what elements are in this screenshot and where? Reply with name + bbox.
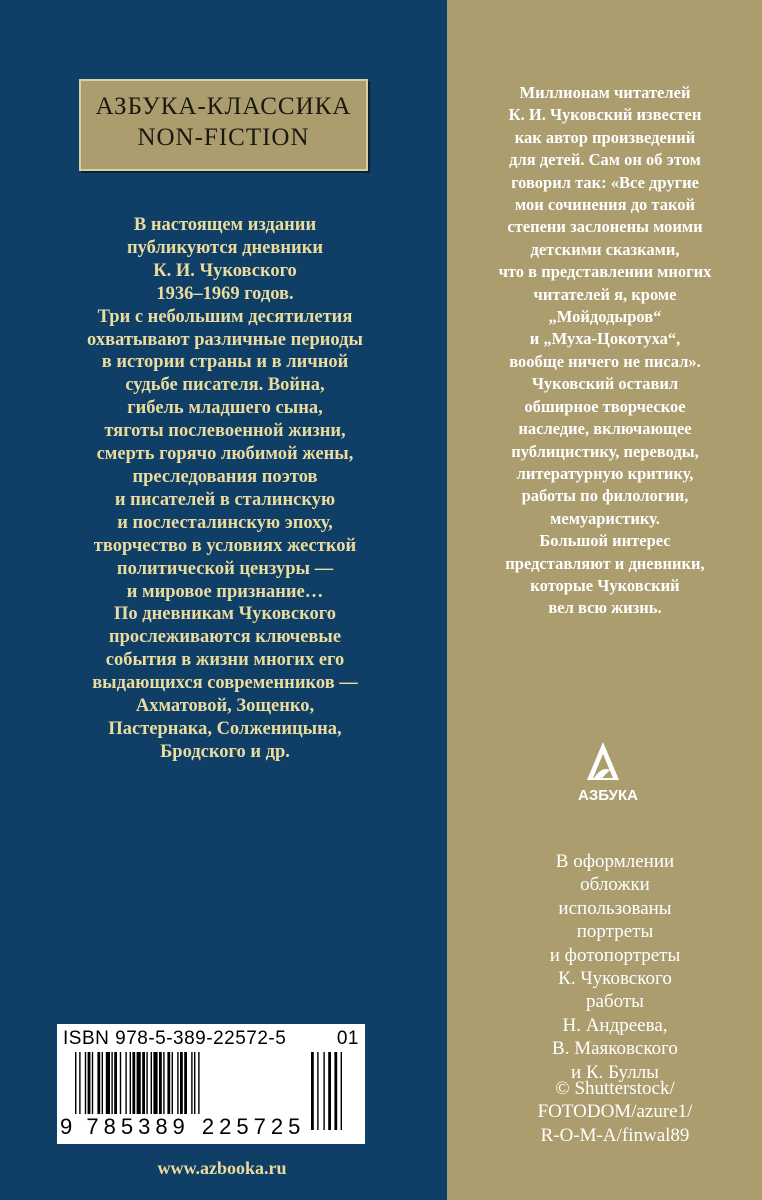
description-line: К. И. Чуковского [153, 260, 297, 281]
isbn-number: ISBN 978-5-389-22572-5 [63, 1028, 287, 1049]
author-line: которые Чуковский [530, 575, 680, 595]
description-line: Бродского и др. [160, 741, 290, 762]
author-line: и „Муха-Цокотуха“, [529, 329, 681, 349]
description-line: преследования поэтов [132, 466, 318, 487]
description-line: и мировое признание… [126, 581, 324, 602]
credits-line: В оформлении [555, 851, 675, 872]
description-line: в истории страны и в личной [101, 352, 349, 373]
series-subtitle: NON-FICTION [137, 124, 310, 151]
credits-line: портреты [576, 921, 654, 943]
author-line: наследие, включающее [518, 419, 692, 439]
barcode-digits-group2: 225725 [201, 1114, 306, 1139]
credits-line: К. Чуковского [558, 968, 672, 990]
author-line: вел всю жизнь. [548, 598, 662, 618]
author-line: мемуаристику. [550, 508, 660, 528]
author-line: литературную критику, [516, 463, 694, 483]
credits-line: и фотопортреты [549, 944, 681, 966]
credits-line: работы [586, 991, 644, 1013]
description-line: В настоящем издании [133, 215, 317, 235]
copyright-line: FOTODOM/azure1/ [537, 1101, 693, 1123]
author-line: как автор произведений [514, 127, 696, 147]
book-description [60, 214, 390, 764]
credits-line: В. Маяковского [552, 1038, 678, 1060]
cover-credits [500, 850, 730, 1084]
author-line: что в представлении многих [498, 262, 712, 282]
barcode-digits [60, 1114, 360, 1140]
isbn-addon: 01 [336, 1028, 359, 1049]
azbuka-logo [558, 740, 658, 820]
isbn-barcode [57, 1024, 365, 1144]
description-line: тяготы послевоенной жизни, [104, 421, 346, 442]
author-line: для детей. Сам он об этом [509, 150, 701, 170]
author-line: Миллионам читателей [519, 83, 691, 102]
author-line: обширное творческое [524, 396, 686, 416]
barcode-digit-first: 9 [60, 1114, 73, 1139]
logo-text: АЗБУКА [578, 787, 638, 804]
description-line: прослеживаются ключевые [108, 627, 342, 648]
author-line: представляют и дневники, [505, 553, 705, 573]
photo-copyright [490, 1077, 740, 1147]
credits-line: и К. Буллы [571, 1061, 659, 1083]
isbn-line [63, 1028, 359, 1050]
description-line: выдающихся современников — [92, 673, 358, 694]
credits-line: Н. Андреева, [562, 1014, 668, 1036]
series-label-box [79, 79, 368, 171]
copyright-line: © Shutterstock/ [555, 1078, 675, 1099]
azbuka-triangle-icon [587, 742, 619, 780]
credits-line: обложки [580, 874, 650, 896]
author-line: „Мойдодыров“ [548, 307, 662, 327]
description-line: творчество в условиях жесткой [93, 535, 357, 556]
description-line: события в жизни многих его [105, 650, 345, 671]
author-line: читателей я, кроме [533, 284, 677, 304]
description-line: публикуются дневники [126, 237, 324, 258]
description-line: 1936–1969 годов. [156, 283, 294, 304]
author-line: К. И. Чуковский известен [508, 105, 702, 125]
author-line: мои сочинения до такой [514, 195, 696, 215]
description-line: охватывают различные периоды [87, 329, 363, 350]
description-line: смерть горячо любимой жены, [96, 444, 354, 465]
description-line: и послесталинскую эпоху, [117, 512, 333, 533]
author-line: говорил так: «Все другие [511, 172, 699, 192]
description-line: судьбе писателя. Война, [125, 375, 325, 396]
description-line: Три с небольшим десятилетия [97, 306, 353, 327]
author-description [465, 82, 745, 620]
author-line: вообще ничего не писал». [509, 351, 701, 371]
series-title: АЗБУКА-КЛАССИКА [95, 93, 352, 120]
credits-line: использованы [558, 897, 672, 919]
description-line: Ахматовой, Зощенко, [135, 696, 315, 717]
description-line: и писателей в сталинскую [114, 489, 336, 510]
author-line: степени заслонены моими [507, 217, 703, 237]
author-line: детскими сказками, [530, 239, 680, 259]
author-line: публицистику, переводы, [511, 441, 699, 461]
description-line: Пастернака, Солженицына, [108, 718, 342, 739]
author-line: работы по филологии, [521, 486, 689, 506]
author-line: Чуковский оставил [531, 374, 679, 394]
author-line: Большой интерес [539, 531, 671, 551]
barcode-digits-group1: 785389 [86, 1114, 190, 1139]
description-line: гибель младшего сына, [127, 398, 323, 419]
description-line: По дневникам Чуковского [114, 604, 336, 625]
description-line: политической цензуры — [116, 558, 334, 579]
publisher-website[interactable]: www.azbooka.ru [157, 1158, 287, 1178]
copyright-line: R-O-M-A/finwal89 [540, 1124, 690, 1146]
